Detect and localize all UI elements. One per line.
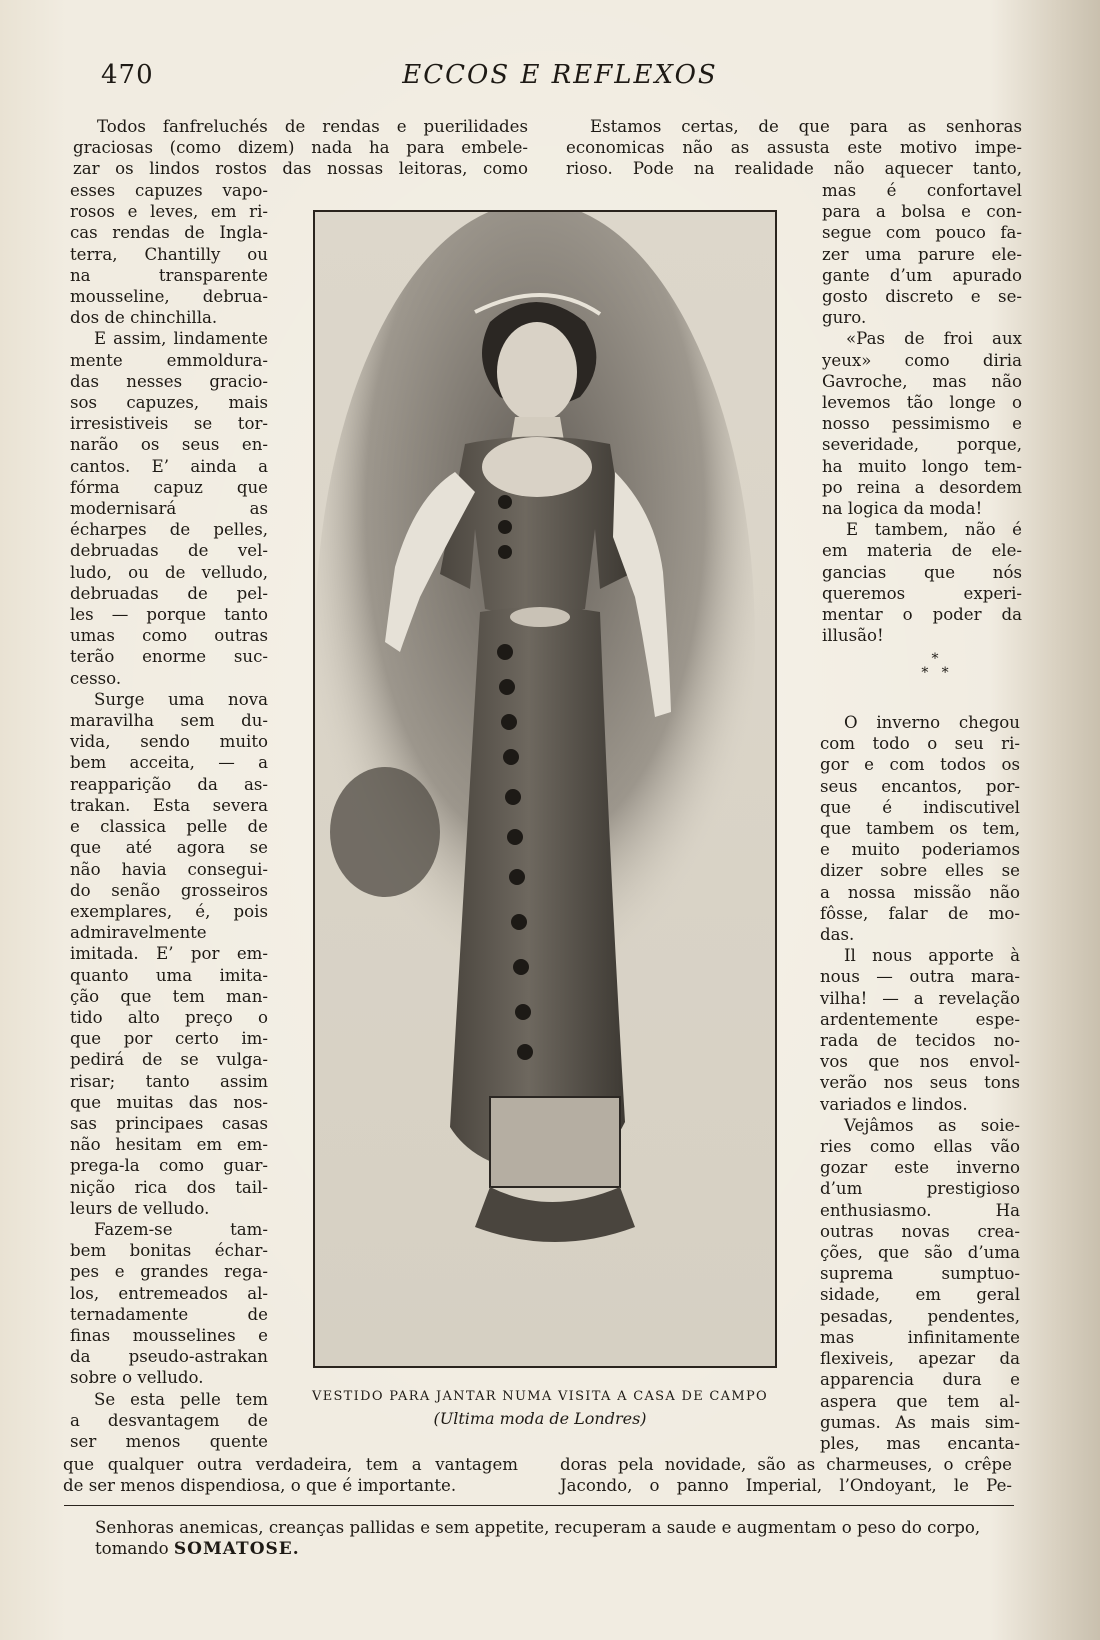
text-line: terão enorme suc- xyxy=(70,647,268,667)
text-line: Todos fanfreluchés de rendas e puerilidades xyxy=(97,117,528,136)
text-line: ardentemente espe- xyxy=(820,1009,1020,1029)
text-line: não havia consegui- xyxy=(70,859,268,879)
text-line: rioso. Pode na realidade não aquecer tanto, xyxy=(566,159,1022,179)
text-line: vilha! — a revelação xyxy=(820,988,1020,1008)
text-line: yeux» como diria xyxy=(822,350,1022,370)
text-line: que muitas das nos- xyxy=(70,1092,268,1112)
text-line: variados e lindos. xyxy=(820,1094,968,1114)
illustration-caption: VESTIDO PARA JANTAR NUMA VISITA A CASA DE CAMPO xyxy=(312,1389,768,1404)
text-line: debruadas de pel- xyxy=(70,583,268,603)
text-line: da pseudo-astrakan xyxy=(70,1347,268,1367)
text-line: não hesitam em em- xyxy=(70,1135,268,1155)
right-column-text xyxy=(822,180,1022,646)
text-line: em materia de ele- xyxy=(822,541,1022,561)
text-line: severidade, porque, xyxy=(822,435,1022,455)
text-line: d’um prestigioso xyxy=(820,1179,1020,1199)
text-line: bem acceita, — a xyxy=(70,753,268,773)
right-column-text-2 xyxy=(820,712,1020,1454)
text-line: imitada. E’ por em- xyxy=(70,944,268,964)
footer-divider xyxy=(64,1505,1014,1506)
text-line: dizer sobre elles se xyxy=(820,861,1020,881)
text-line: les — porque tanto xyxy=(70,605,268,625)
page-header-title: ECCOS E REFLEXOS xyxy=(402,60,718,90)
text-line: outras novas crea- xyxy=(820,1221,1020,1241)
text-line: apparencia dura e xyxy=(820,1370,1020,1390)
text-line: enthusiasmo. Ha xyxy=(820,1200,1020,1220)
text-line: «Pas de froi aux xyxy=(846,329,1022,349)
text-line: e classica pelle de xyxy=(70,817,268,837)
text-line: na transparente xyxy=(70,265,268,285)
text-line: Jacondo, o panno Imperial, l’Ondoyant, le Pe- xyxy=(560,1476,1012,1496)
text-line: mente emmoldura- xyxy=(70,350,268,370)
text-line: finas mousselines e xyxy=(70,1325,268,1345)
text-line: po reina a desordem xyxy=(822,477,1022,497)
text-line: reapparição da as- xyxy=(70,774,268,794)
text-line: gante d’um apurado xyxy=(822,265,1022,285)
text-line: illusão! xyxy=(822,626,884,646)
text-line: Se esta pelle tem xyxy=(94,1389,268,1409)
text-line: E tambem, não é xyxy=(846,520,1022,540)
text-line: vos que nos envol- xyxy=(820,1052,1020,1072)
text-line: gumas. As mais sim- xyxy=(820,1412,1020,1432)
text-line: sobre o velludo. xyxy=(70,1368,204,1388)
text-line: tido alto preço o xyxy=(70,1007,268,1027)
text-line: zar os lindos rostos das nossas leitoras, como xyxy=(73,159,528,179)
text-line: rosos e leves, em ri- xyxy=(70,202,268,222)
text-line: mousseline, debrua- xyxy=(70,287,268,307)
text-line: mentar o poder da xyxy=(822,605,1022,625)
text-line: suprema sumptuo- xyxy=(820,1264,1020,1284)
text-line: nous — outra mara- xyxy=(820,967,1020,987)
text-line: maravilha sem du- xyxy=(70,711,268,731)
text-line: queremos experi- xyxy=(822,583,1022,603)
text-line: los, entremeados al- xyxy=(70,1283,268,1303)
text-line: sidade, em geral xyxy=(820,1285,1020,1305)
text-line: esses capuzes vapo- xyxy=(70,181,268,200)
text-line: seus encantos, por- xyxy=(820,776,1020,796)
text-line: das nesses gracio- xyxy=(70,371,268,391)
text-line: gozar este inverno xyxy=(820,1158,1020,1178)
text-line: que é indiscutivel xyxy=(820,797,1020,817)
text-line: écharpes de pelles, xyxy=(70,520,268,540)
text-line: cas rendas de Ingla- xyxy=(70,223,268,243)
text-line: Gavroche, mas não xyxy=(822,371,1022,391)
text-line: e muito poderiamos xyxy=(820,840,1020,860)
text-line: flexiveis, apezar da xyxy=(820,1349,1020,1369)
text-line: segue com pouco fa- xyxy=(822,223,1022,243)
text-line: quanto uma imita- xyxy=(70,965,268,985)
text-line: vida, sendo muito xyxy=(70,732,268,752)
text-line: das. xyxy=(820,925,855,945)
text-line: Vejâmos as soie- xyxy=(844,1115,1020,1135)
text-line: debruadas de vel- xyxy=(70,541,268,561)
page-number: 470 xyxy=(101,60,154,90)
bottom-left-text xyxy=(63,1454,518,1496)
text-line: admiravelmente xyxy=(70,923,207,943)
advert-body: Senhoras anemicas, creanças pallidas e sem appetite, recuperam a saude e augmentam o peso do corpo, tomando xyxy=(95,1518,981,1558)
text-line: bem bonitas échar- xyxy=(70,1241,268,1261)
text-line: rada de tecidos no- xyxy=(820,1031,1020,1051)
text-line: dos de chinchilla. xyxy=(70,308,218,328)
text-line: mas infinitamente xyxy=(820,1327,1020,1347)
text-line: pedirá de se vulga- xyxy=(70,1050,268,1070)
text-line: aspera que tem al- xyxy=(820,1391,1020,1411)
text-line: gancias que nós xyxy=(822,562,1022,582)
text-line: a nossa missão não xyxy=(820,882,1020,902)
advert-text xyxy=(95,1517,1015,1560)
text-line: exemplares, é, pois xyxy=(70,901,268,921)
text-line: leurs de velludo. xyxy=(70,1198,210,1218)
bottom-right-text xyxy=(560,1454,1012,1496)
text-line: com todo o seu ri- xyxy=(820,734,1020,754)
text-line: que até agora se xyxy=(70,838,268,858)
text-line: ries como ellas vão xyxy=(820,1137,1020,1157)
text-line: zer uma parure ele- xyxy=(822,244,1022,264)
text-line: ples, mas encanta- xyxy=(820,1433,1020,1453)
advert-brand: SOMATOSE. xyxy=(173,1539,300,1559)
text-line: cesso. xyxy=(70,668,122,688)
text-line: gosto discreto e se- xyxy=(822,287,1022,307)
text-line: Il nous apporte à xyxy=(844,946,1020,966)
text-line: levemos tão longe o xyxy=(822,393,1022,413)
text-line: irresistiveis se tor- xyxy=(70,414,268,434)
text-line: fórma capuz que xyxy=(70,477,268,497)
text-line: pes e grandes rega- xyxy=(70,1262,268,1282)
text-line: gor e com todos os xyxy=(820,755,1020,775)
text-line: cantos. E’ ainda a xyxy=(70,456,268,476)
text-line: ser menos quente xyxy=(70,1431,268,1451)
text-line: umas como outras xyxy=(70,626,268,646)
text-line: pesadas, pendentes, xyxy=(820,1306,1020,1326)
text-line: mas é confortavel xyxy=(822,181,1022,200)
text-line: de ser menos dispendiosa, o que é importante. xyxy=(63,1476,457,1496)
text-line: na logica da moda! xyxy=(822,499,983,519)
text-line: ternadamente de xyxy=(70,1304,268,1324)
text-line: E assim, lindamente xyxy=(94,329,268,349)
text-line: risar; tanto assim xyxy=(70,1071,268,1091)
section-separator-stars: * * * xyxy=(921,651,949,681)
text-line: modernisará as xyxy=(70,499,268,519)
text-line: graciosas (como dizem) nada ha para embele- xyxy=(73,138,528,158)
text-line: Fazem-se tam- xyxy=(94,1219,268,1239)
text-line: nosso pessimismo e xyxy=(822,414,1022,434)
illustration-subcaption: (Ultima moda de Londres) xyxy=(433,1409,647,1428)
text-line: que qualquer outra verdadeira, tem a vantagem xyxy=(63,1455,518,1474)
text-line: Surge uma nova xyxy=(94,689,268,709)
text-line: O inverno chegou xyxy=(844,713,1020,732)
text-line: narão os seus en- xyxy=(70,435,268,455)
text-line: doras pela novidade, são as charmeuses, o crêpe xyxy=(560,1455,1012,1474)
text-line: ção que tem man- xyxy=(70,986,268,1006)
left-column-text xyxy=(70,180,268,1452)
text-line: ções, que são d’uma xyxy=(820,1243,1020,1263)
intro-paragraph xyxy=(73,116,528,180)
text-line: prega-la como guar- xyxy=(70,1156,268,1176)
text-line: a desvantagem de xyxy=(70,1410,268,1430)
text-line: nição rica dos tail- xyxy=(70,1177,268,1197)
text-line: verão nos seus tons xyxy=(820,1073,1020,1093)
text-line: ha muito longo tem- xyxy=(822,456,1022,476)
text-line: fôsse, falar de mo- xyxy=(820,903,1020,923)
text-line: que por certo im- xyxy=(70,1029,268,1049)
woman-in-dinner-dress-illustration xyxy=(315,212,775,1366)
text-line: economicas não as assusta este motivo impe- xyxy=(566,138,1022,158)
text-line: trakan. Esta severa xyxy=(70,795,268,815)
text-line: que tambem os tem, xyxy=(820,819,1020,839)
text-line: sas principaes casas xyxy=(70,1113,268,1133)
text-line: terra, Chantilly ou xyxy=(70,244,268,264)
right-top-paragraph xyxy=(566,116,1022,180)
text-line: ludo, ou de velludo, xyxy=(70,562,268,582)
text-line: sos capuzes, mais xyxy=(70,393,268,413)
text-line: guro. xyxy=(822,308,867,328)
text-line: do senão grosseiros xyxy=(70,880,268,900)
text-line: Estamos certas, de que para as senhoras xyxy=(590,117,1022,136)
fashion-illustration xyxy=(313,210,777,1368)
text-line: para a bolsa e con- xyxy=(822,202,1022,222)
